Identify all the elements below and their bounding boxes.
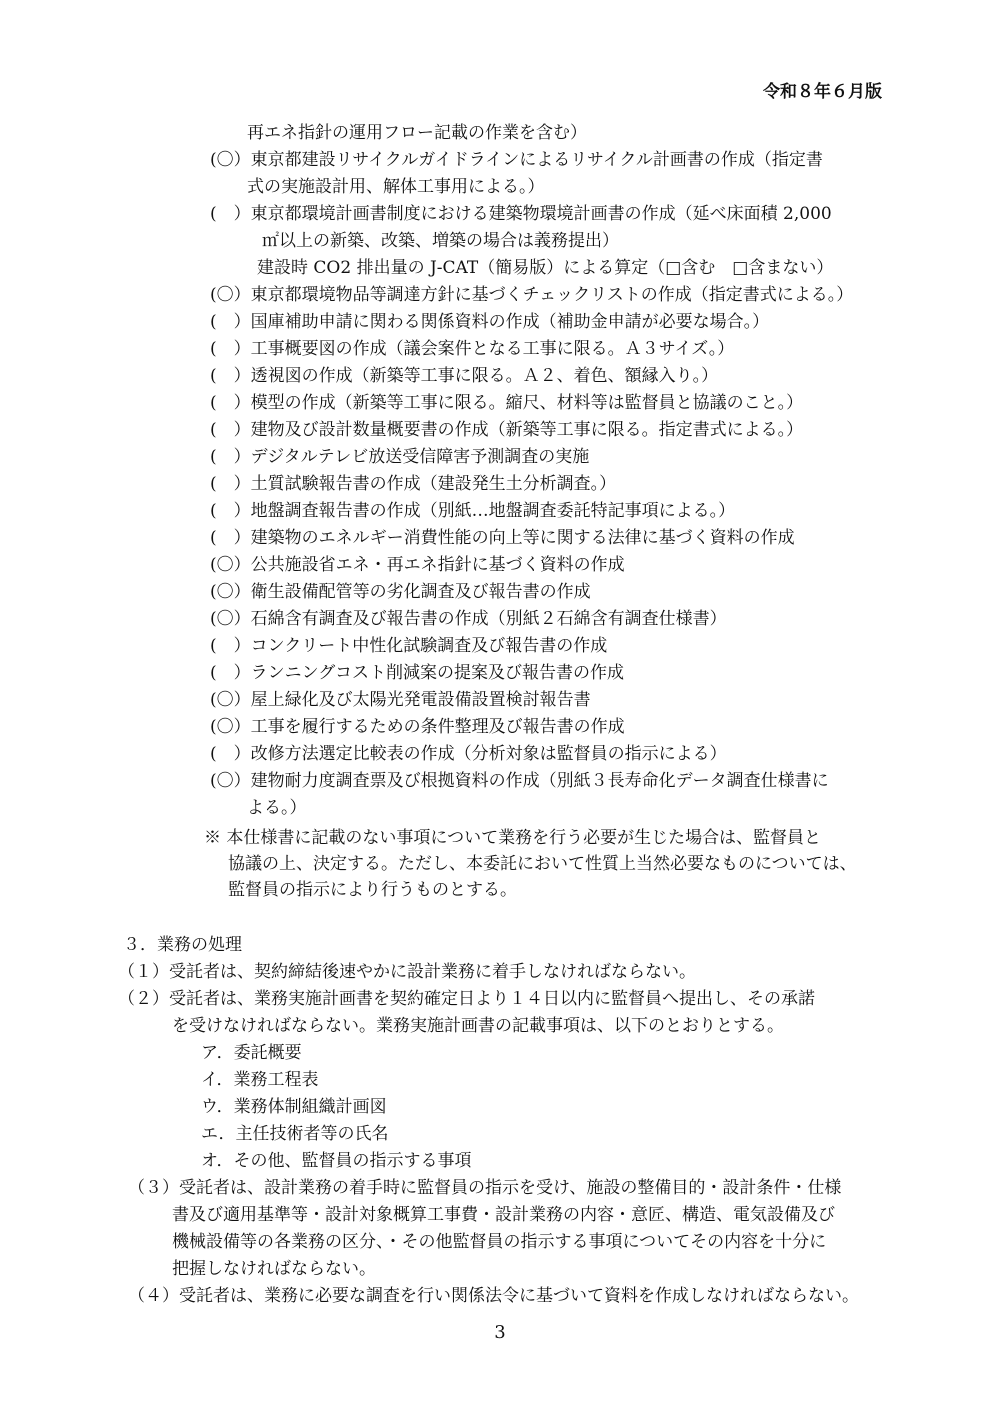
text-line: 書及び適用基準等・設計対象概算工事費・設計業務の内容・意匠、構造、電気設備及び [172, 1205, 835, 1225]
text-line: 協議の上、決定する。ただし、本委託において性質上当然必要なものについては、 [228, 854, 857, 874]
text-line: 把握しなければならない。 [172, 1259, 376, 1279]
text-line: イ．業務工程表 [201, 1070, 319, 1090]
text-line: 再エネ指針の運用フロー記載の作業を含む） [247, 123, 587, 143]
edition-label: 令和８年６月版 [763, 82, 882, 102]
text-line: （２）受託者は、業務実施計画書を契約確定日より１４日以内に監督員へ提出し、その承諾 [118, 989, 815, 1009]
text-line: ( ）建築物のエネルギー消費性能の向上等に関する法律に基づく資料の作成 [210, 528, 795, 548]
text-line: （１）受託者は、契約締結後速やかに設計業務に着手しなければならない。 [118, 962, 696, 982]
text-line: ( ）デジタルテレビ放送受信障害予測調査の実施 [210, 447, 590, 467]
text-line: ( ）地盤調査報告書の作成（別紙…地盤調査委託特記事項による。） [210, 501, 736, 521]
text-line: ( ）コンクリート中性化試験調査及び報告書の作成 [210, 636, 608, 656]
text-line: (〇）東京都環境物品等調達方針に基づくチェックリストの作成（指定書式による。） [210, 285, 854, 305]
text-line: ( ）工事概要図の作成（議会案件となる工事に限る。Ａ３サイズ。） [210, 339, 735, 359]
text-line: (〇）建物耐力度調査票及び根拠資料の作成（別紙３長寿命化データ調査仕様書に [210, 771, 829, 791]
text-line: よる。） [247, 798, 307, 818]
text-line: (〇）衛生設備配管等の劣化調査及び報告書の作成 [210, 582, 591, 602]
text-line: 機械設備等の各業務の区分、・その他監督員の指示する事項についてその内容を十分に [172, 1232, 827, 1252]
text-line: (〇）工事を履行するための条件整理及び報告書の作成 [210, 717, 625, 737]
text-line: (〇）公共施設省エネ・再エネ指針に基づく資料の作成 [210, 555, 625, 575]
text-line: エ．主任技術者等の氏名 [201, 1124, 389, 1144]
text-line: を受けなければならない。業務実施計画書の記載事項は、以下のとおりとする。 [172, 1016, 784, 1036]
text-line: ア．委託概要 [201, 1043, 302, 1063]
text-line: ㎡以上の新築、改築、増築の場合は義務提出） [262, 231, 619, 251]
text-line: （３）受託者は、設計業務の着手時に監督員の指示を受け、施設の整備目的・設計条件・仕様 [128, 1178, 842, 1198]
text-line: 監督員の指示により行うものとする。 [228, 880, 517, 900]
text-line: ( ）ランニングコスト削減案の提案及び報告書の作成 [210, 663, 624, 683]
text-line: ( ）国庫補助申請に関わる関係資料の作成（補助金申請が必要な場合。） [210, 312, 770, 332]
text-line: オ．その他、監督員の指示する事項 [201, 1151, 472, 1171]
text-line: 式の実施設計用、解体工事用による。） [247, 177, 545, 197]
text-line: (〇）石綿含有調査及び報告書の作成（別紙２石綿含有調査仕様書） [210, 609, 727, 629]
text-line: ( ）透視図の作成（新築等工事に限る。Ａ２、着色、額縁入り。） [210, 366, 719, 386]
text-line: ( ）模型の作成（新築等工事に限る。縮尺、材料等は監督員と協議のこと。） [210, 393, 804, 413]
text-line: ※ 本仕様書に記載のない事項について業務を行う必要が生じた場合は、監督員と [204, 828, 822, 848]
text-line: (〇）東京都建設リサイクルガイドラインによるリサイクル計画書の作成（指定書 [210, 150, 823, 170]
text-line: ( ）土質試験報告書の作成（建設発生土分析調査。） [210, 474, 617, 494]
text-line: (〇）屋上緑化及び太陽光発電設備設置検討報告書 [210, 690, 591, 710]
text-line: 建設時 CO2 排出量の J‐CAT（簡易版）による算定（□含む □含まない） [257, 258, 834, 278]
text-line: ( ）建物及び設計数量概要書の作成（新築等工事に限る。指定書式による。） [210, 420, 804, 440]
section-heading: ３．業務の処理 [123, 935, 242, 955]
text-line: ( ）改修方法選定比較表の作成（分析対象は監督員の指示による） [210, 744, 727, 764]
page-number: 3 [494, 1322, 506, 1343]
text-line: ( ）東京都環境計画書制度における建築物環境計画書の作成（延べ床面積 2,000 [210, 204, 832, 224]
text-line: （４）受託者は、業務に必要な調査を行い関係法令に基づいて資料を作成しなければならない。 [128, 1286, 859, 1306]
text-line: ウ．業務体制組織計画図 [201, 1097, 387, 1117]
